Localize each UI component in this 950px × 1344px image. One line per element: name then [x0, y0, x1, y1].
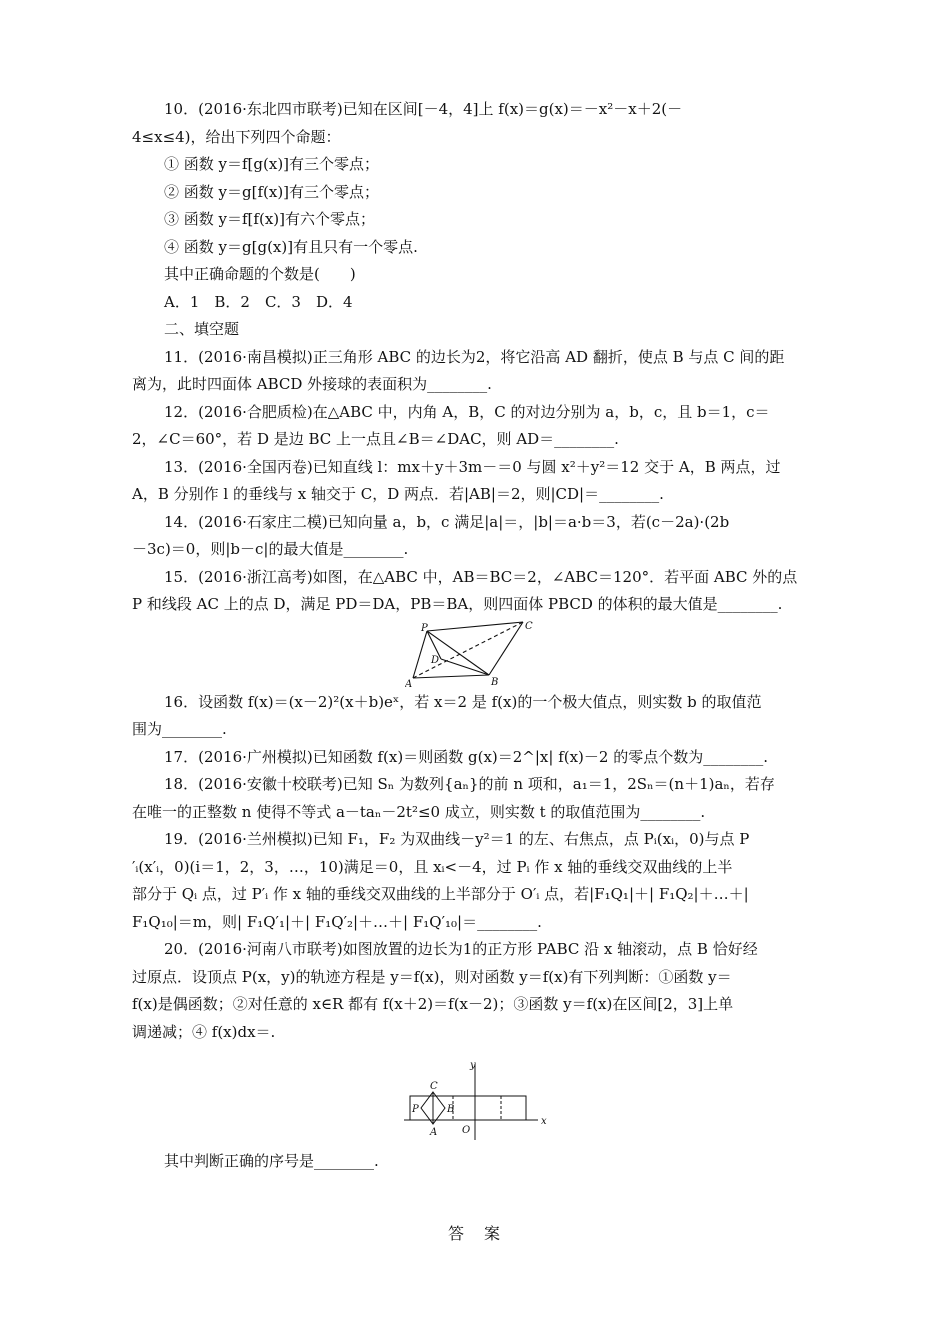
- q11-line2: 离为，此时四面体 ABCD 外接球的表面积为________.: [132, 375, 492, 393]
- q12-line1: 12．(2016·合肥质检)在△ABC 中，内角 A，B，C 的对边分别为 a，b，c，且 b＝1，c＝: [164, 402, 770, 421]
- label-o: O: [462, 1125, 471, 1136]
- edge-pa: [413, 631, 427, 678]
- q19-line4: F₁Q₁₀|＝m，则| F₁Q′₁|＋| F₁Q′₂|＋…＋| F₁Q′₁₀|＝________.: [132, 912, 542, 931]
- q15-line1: 15．(2016·浙江高考)如图，在△ABC 中，AB＝BC＝2，∠ABC＝120°．若平面 ABC 外的点: [164, 567, 798, 586]
- q20-line1: 20．(2016·河南八市联考)如图放置的边长为1的正方形 PABC 沿 x 轴滚动，点 B 恰好经: [164, 940, 758, 958]
- edge-bc: [489, 622, 523, 675]
- rolling-square-figure: [400, 1058, 550, 1142]
- label-b: B: [447, 1104, 455, 1115]
- q18-line2: 在唯一的正整数 n 使得不等式 a－taₙ－2t²≤0 成立，则实数 t 的取值范围为________.: [132, 802, 706, 821]
- label-y: y: [470, 1060, 476, 1071]
- question-sheet: [132, 96, 818, 1176]
- q17-line1: 17．(2016·广州模拟)已知函数 f(x)＝则函数 g(x)＝2^|x| f(x)－2 的零点个数为________.: [164, 747, 768, 766]
- q14-line1: 14．(2016·石家庄二模)已知向量 a，b，c 满足|a|＝，|b|＝a·b＝3，若(c－2a)·(2b: [164, 512, 730, 531]
- q10-proposition-3: ③ 函数 y＝f[f(x)]有六个零点；: [164, 210, 375, 228]
- q14-line2: －3c)＝0，则|b－c|的最大值是________.: [132, 540, 409, 558]
- label-a: A: [405, 678, 413, 689]
- q10-line1: 10．(2016·东北四市联考)已知在区间[－4，4]上 f(x)＝g(x)＝－x²－x＋2(－: [164, 100, 683, 118]
- q20-line3: f(x)是偶函数；②对任意的 x∈R 都有 f(x＋2)＝f(x－2)；③函数 y＝f(x)在区间[2，3]上单: [132, 995, 734, 1013]
- label-p: P: [412, 1104, 419, 1115]
- label-p: P: [421, 622, 428, 634]
- label-b: B: [491, 676, 499, 688]
- q20-ask: 其中判断正确的序号是________.: [164, 1152, 379, 1170]
- q16-line1: 16．设函数 f(x)＝(x－2)²(x＋b)eˣ，若 x＝2 是 f(x)的一个极大值点，则实数 b 的取值范: [164, 692, 762, 711]
- q11-line1: 11．(2016·南昌模拟)正三角形 ABC 的边长为2，将它沿高 AD 翻折，使点 B 与点 C 间的距: [164, 347, 785, 366]
- label-c: C: [430, 1081, 438, 1092]
- edge-ab: [413, 675, 489, 678]
- edge-db: [441, 659, 489, 675]
- q19-line1: 19．(2016·兰州模拟)已知 F₁，F₂ 为双曲线－y²＝1 的左、右焦点，点 Pᵢ(xᵢ，0)与点 P: [164, 830, 750, 848]
- q18-line1: 18．(2016·安徽十校联考)已知 Sₙ 为数列{aₙ}的前 n 项和，a₁＝1，2Sₙ＝(n＋1)aₙ，若存: [164, 775, 775, 793]
- edge-pb: [427, 631, 489, 675]
- section-heading: 二、填空题: [164, 320, 240, 338]
- q19-line3: 部分于 Qᵢ 点，过 P′ᵢ 作 x 轴的垂线交双曲线的上半部分于 O′ᵢ 点，若|F₁Q₁|＋| F₁Q₂|＋…＋|: [132, 885, 749, 903]
- q20-line4: 调递减；④ f(x)dx＝.: [132, 1022, 276, 1041]
- label-x: x: [541, 1116, 547, 1127]
- q15-line2: P 和线段 AC 上的点 D，满足 PD＝DA，PB＝BA，则四面体 PBCD 的体积的最大值是________.: [132, 595, 783, 613]
- q13-line1: 13．(2016·全国丙卷)已知直线 l：mx＋y＋3m－＝0 与圆 x²＋y²＝12 交于 A，B 两点，过: [164, 457, 781, 476]
- label-d: D: [431, 654, 440, 666]
- label-a: A: [430, 1127, 438, 1138]
- q19-line2: ′ᵢ(x′ᵢ，0)(i＝1，2，3，…，10)满足＝0，且 xᵢ<－4，过 Pᵢ 作 x 轴的垂线交双曲线的上半: [132, 857, 733, 876]
- q10-proposition-2: ② 函数 y＝g[f(x)]有三个零点；: [164, 182, 380, 201]
- q13-line2: A，B 分别作 l 的垂线与 x 轴交于 C，D 两点．若|AB|＝2，则|CD|＝________.: [132, 485, 664, 503]
- q10-proposition-1: ① 函数 y＝f[g(x)]有三个零点；: [164, 155, 380, 173]
- tetrahedron-figure: [405, 619, 545, 689]
- q10-ask: 其中正确命题的个数是( ): [164, 265, 356, 283]
- q10-options: A．1 B．2 C．3 D．4: [164, 292, 353, 311]
- q10-line2: 4≤x≤4)，给出下列四个命题：: [132, 127, 341, 146]
- q12-line2: 2，∠C＝60°，若 D 是边 BC 上一点且∠B＝∠DAC，则 AD＝________.: [132, 430, 619, 448]
- answers-heading: 答 案: [447, 1224, 502, 1243]
- q16-line2: 围为________.: [132, 720, 227, 738]
- label-c: C: [525, 620, 533, 632]
- q10-proposition-4: ④ 函数 y＝g[g(x)]有且只有一个零点.: [164, 237, 418, 256]
- q20-line2: 过原点．设顶点 P(x，y)的轨迹方程是 y＝f(x)，则对函数 y＝f(x)有下列判断：①函数 y＝: [132, 967, 732, 986]
